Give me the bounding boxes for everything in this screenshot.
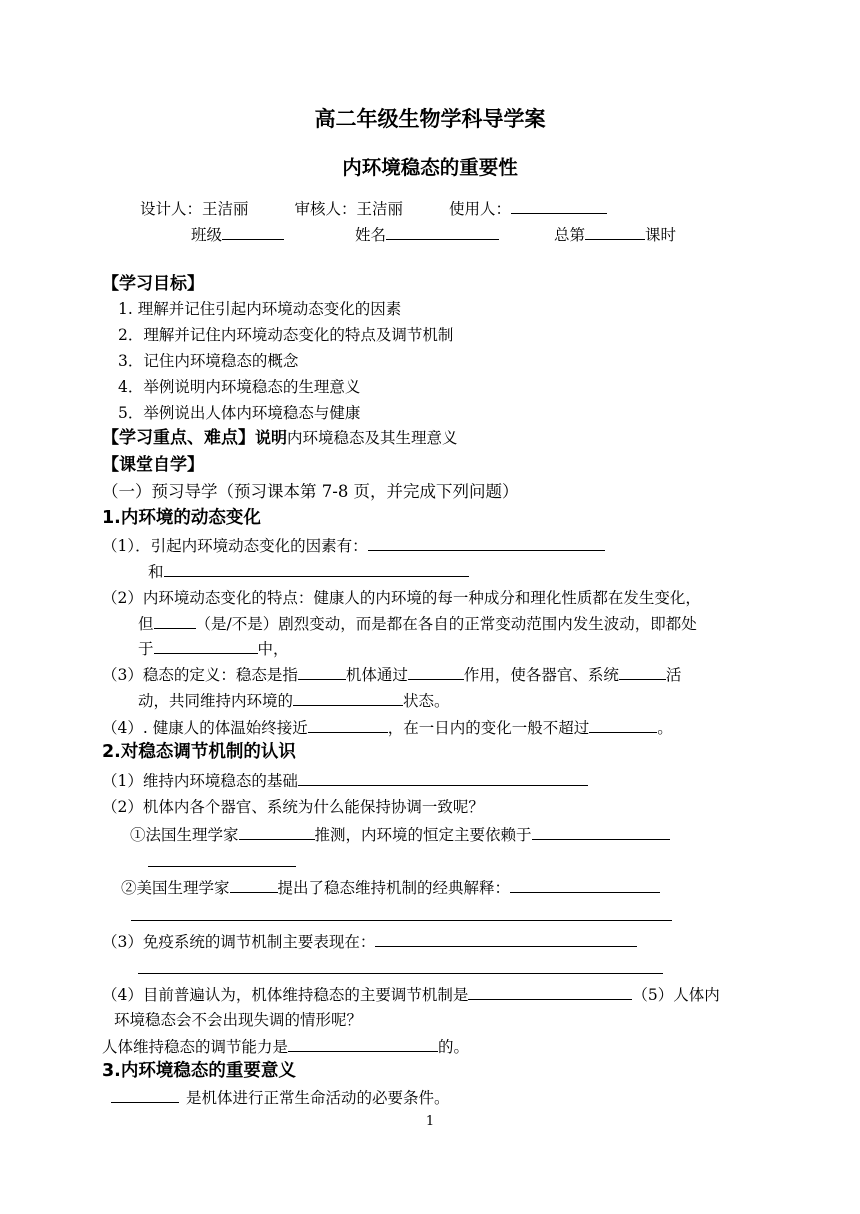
sec3-text: 是机体进行正常生命活动的必要条件。 xyxy=(186,1089,450,1107)
sec2-q4-blank[interactable] xyxy=(468,984,632,1000)
sec2-q4b: 环境稳态会不会出现失调的情形呢？ xyxy=(114,1011,363,1029)
sec2-q2b-blank2[interactable] xyxy=(510,877,660,893)
sec1-q3-blank2[interactable] xyxy=(408,664,464,680)
section-2-heading: 2.对稳态调节机制的认识 xyxy=(102,742,296,762)
sec1-q2b xyxy=(138,613,697,634)
sec1-q3-blank3[interactable] xyxy=(619,664,666,680)
sec1-q3-text3: 作用，使各器官、系统 xyxy=(463,666,619,684)
sec2-q1 xyxy=(102,770,588,791)
sec1-q4-text2: ，在一日内的变化一般不超过 xyxy=(387,719,590,737)
sec2-q2a-blank1[interactable] xyxy=(239,824,315,840)
selfstudy-intro: （一）预习导学（预习课本第 7-8 页，并完成下列问题） xyxy=(102,482,519,501)
sec2-q5-text2: 的。 xyxy=(438,1038,470,1056)
page-subtitle: 内环境稳态的重要性 xyxy=(342,156,518,179)
sec1-q1 xyxy=(102,535,605,556)
sec1-q3b-text2: 状态。 xyxy=(403,692,450,710)
reviewer-label: 审核人：王洁丽 xyxy=(294,200,404,218)
sec1-q4-blank1[interactable] xyxy=(308,717,388,733)
page-number: 1 xyxy=(425,1114,435,1129)
user-label: 使用人： xyxy=(449,200,512,218)
keypoints-text: 内环境稳态及其生理意义 xyxy=(287,429,458,447)
sec1-q2c xyxy=(138,638,289,659)
objective-item: 4．举例说明内环境稳态的生理意义 xyxy=(118,378,361,396)
keypoints-heading: 【学习重点、难点】 xyxy=(102,428,255,448)
keypoints-bold-word: 说明 xyxy=(255,428,288,447)
sec1-q1b xyxy=(148,561,469,582)
sec1-q2b-blank[interactable] xyxy=(154,613,196,629)
sec1-q4-blank2[interactable] xyxy=(589,717,657,733)
selfstudy-heading: 【课堂自学】 xyxy=(102,455,204,475)
sec1-q1-text: （1）．引起内环境动态变化的因素有： xyxy=(102,537,368,555)
sec1-q3-text1: （3）稳态的定义：稳态是指 xyxy=(102,666,298,684)
objective-item: 1. 理解并记住引起内环境动态变化的因素 xyxy=(118,300,402,318)
sec1-q1b-text: 和 xyxy=(148,563,164,581)
sec1-q2c-blank[interactable] xyxy=(154,638,258,654)
objective-item: 3．记住内环境稳态的概念 xyxy=(118,352,299,370)
sec2-q2: （2）机体内各个器官、系统为什么能保持协调一致呢？ xyxy=(102,798,484,816)
total-blank[interactable] xyxy=(585,224,645,240)
sec2-q2a-text1: ①法国生理学家 xyxy=(130,826,239,844)
objective-item: 2．理解并记住内环境动态变化的特点及调节机制 xyxy=(118,326,454,344)
sec2-q5 xyxy=(102,1036,469,1057)
sec2-q2b-blank1[interactable] xyxy=(230,877,278,893)
sec1-q4-text1: （4）. 健康人的体温始终接近 xyxy=(102,719,308,737)
sec2-q4-text1: （4）目前普遍认为，机体维持稳态的主要调节机制是 xyxy=(102,986,469,1004)
class-blank[interactable] xyxy=(222,224,284,240)
sec2-q3 xyxy=(102,931,637,952)
sec2-q2b xyxy=(121,877,660,898)
sec1-q3b xyxy=(138,690,450,711)
name-label: 姓名 xyxy=(355,226,387,244)
sec1-q2b-text2: （是/不是）剧烈变动，而是都在各自的正常变动范围内发生波动，即都处 xyxy=(195,615,697,633)
sec1-q4 xyxy=(102,717,673,738)
sec1-q2c-text2: 中， xyxy=(257,640,289,658)
objectives-heading: 【学习目标】 xyxy=(102,274,204,294)
sec1-q2c-text: 于 xyxy=(138,640,154,658)
sec2-q2b-text1: ②美国生理学家 xyxy=(121,879,230,897)
designer-label: 设计人：王洁丽 xyxy=(140,200,249,218)
sec3-blank[interactable] xyxy=(111,1087,179,1103)
sec2-q3-blank2[interactable] xyxy=(138,957,663,974)
user-blank[interactable] xyxy=(511,198,607,214)
sec2-q2a xyxy=(130,824,670,845)
sec2-q2a-blank2[interactable] xyxy=(532,824,670,840)
sec2-q3-blank1[interactable] xyxy=(375,931,637,947)
sec1-q3-blank1[interactable] xyxy=(298,664,346,680)
sec1-q1-blank[interactable] xyxy=(368,535,605,551)
sec1-q2: （2）内环境动态变化的特点：健康人的内环境的每一种成分和理化性质都在发生变化， xyxy=(102,589,701,607)
page-title: 高二年级生物学科导学案 xyxy=(314,107,546,131)
sec2-q2b-blank3[interactable] xyxy=(131,904,672,921)
sec2-q2a-text2: 推测，内环境的恒定主要依赖于 xyxy=(314,826,532,844)
keypoints-line xyxy=(102,428,458,448)
sec2-q5-text1: 人体维持稳态的调节能力是 xyxy=(102,1038,289,1056)
sec1-q3-text4: 活 xyxy=(665,666,682,684)
sec2-q3-text: （3）免疫系统的调节机制主要表现在： xyxy=(102,933,376,951)
sec3-line xyxy=(111,1087,450,1108)
sec1-q1b-blank[interactable] xyxy=(164,561,469,577)
sec1-q3-text2: 机体通过 xyxy=(345,666,408,684)
sec2-q1-text: （1）维持内环境稳态的基础 xyxy=(102,772,298,790)
sec2-q1-blank[interactable] xyxy=(298,770,588,786)
meta-line-1 xyxy=(140,198,607,219)
sec2-q4-text2: （5）人体内 xyxy=(632,986,720,1004)
sec2-q4 xyxy=(102,984,720,1005)
sec1-q3 xyxy=(102,664,681,685)
objective-item: 5．举例说出人体内环境稳态与健康 xyxy=(118,404,361,422)
sec2-q2a-blank3[interactable] xyxy=(148,850,296,867)
total-label: 总第 xyxy=(554,226,586,244)
class-label: 班级 xyxy=(191,226,223,244)
lesson-label: 课时 xyxy=(645,226,677,244)
meta-line-2 xyxy=(191,224,676,245)
sec1-q4-text3: 。 xyxy=(657,719,673,737)
sec2-q2b-text2: 提出了稳态维持机制的经典解释： xyxy=(277,879,511,897)
name-blank[interactable] xyxy=(386,224,499,240)
sec1-q3b-text1: 动，共同维持内环境的 xyxy=(138,692,294,710)
sec1-q2b-text: 但 xyxy=(138,615,154,633)
sec2-q5-blank[interactable] xyxy=(288,1036,438,1052)
section-1-heading: 1.内环境的动态变化 xyxy=(102,508,261,528)
sec1-q3b-blank[interactable] xyxy=(293,690,403,706)
section-3-heading: 3.内环境稳态的重要意义 xyxy=(102,1061,296,1081)
